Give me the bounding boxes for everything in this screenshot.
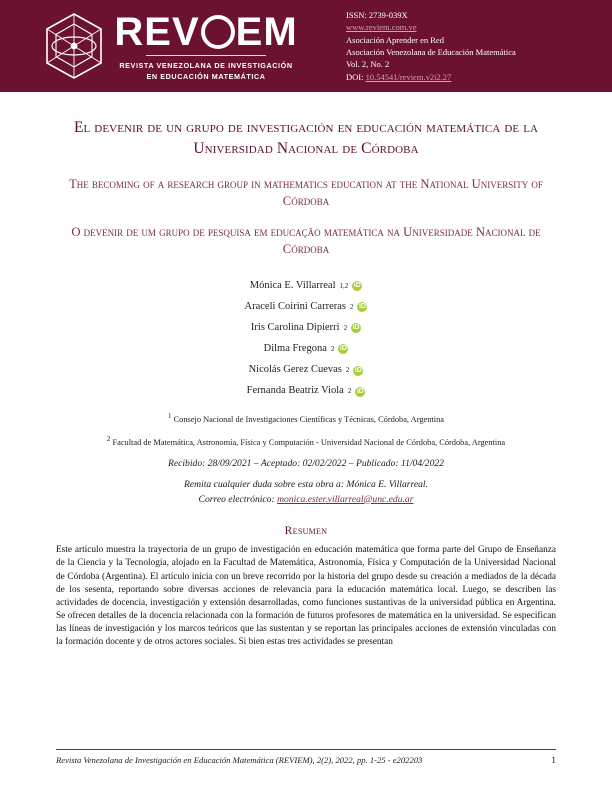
corresponding-email-link[interactable]: monica.ester.villarreal@unc.edu.ar [277, 493, 414, 505]
author-affiliation-mark: 2 [347, 387, 352, 396]
author-affiliation-mark: 2 [349, 303, 354, 312]
logo-ring-icon [201, 15, 235, 49]
orcid-icon[interactable] [353, 366, 363, 376]
doi-label: DOI: [346, 71, 366, 82]
page-footer [56, 749, 556, 766]
author-affiliation-mark: 2 [330, 345, 335, 354]
page-number: 1 [551, 756, 556, 766]
author-affiliation-mark: 1,2 [339, 281, 349, 290]
logo-wordmark: R E V E M [114, 9, 298, 54]
footer-citation [56, 755, 422, 765]
author-entry [56, 364, 556, 377]
contact-line: Remita cualquier duda sobre esta obra a: Mónica E. Villarreal. [184, 479, 428, 491]
footer-divider [56, 749, 556, 750]
hexagon-logo-icon [42, 11, 106, 81]
orcid-icon[interactable] [357, 302, 367, 312]
article-title-english: The becoming of a research group in mathematics education at the National University of Córdoba [69, 176, 543, 208]
author-entry [56, 322, 556, 335]
author-name: Mónica E. Villarreal [249, 279, 336, 291]
author-name: Iris Carolina Dipierri [250, 322, 340, 334]
author-affiliation-mark: 2 [343, 324, 348, 333]
affiliation-mark: 1 [167, 411, 172, 420]
author-name: Araceli Coirini Carreras [244, 300, 346, 312]
logo-subtitle-line2: EN EDUCACIÓN MATEMÁTICA [146, 71, 266, 81]
footer-citation-prefix: Revista Venezolana de Investigación en Educación Matemática (REVIEM), 2 [56, 755, 322, 765]
article-title-spanish: El devenir de un grupo de investigación en educación matemática de la Universidad Nacional de Córdoba [73, 119, 539, 157]
orcid-icon[interactable] [351, 323, 361, 333]
abstract-text: Este artículo muestra la trayectoria de un grupo de investigación en educación matemática que forma parte del Grupo de Enseñanza de la Ciencia y la Tecnología, alojado en la Facultad de Matemática, Astronomía, Física y Computación de la Universidad Nacional de Córdoba (Argentina). El artículo inicia con un breve recorrido por la historia del grupo desde su creación a mediados de la década de los sesenta, reportando sobre diversas acciones de relevancia para la educación matemática local. Luego, se describen las actividades de docencia, investigación y extensión desarrolladas, como funciones sustantivas de la universidad pública en Argentina. Se ofrecen detalles de la docencia relacionada con la formación de futuros profesores de matemática en la universidad. Se especifican las líneas de investigación y los marcos teóricos que las sustentan y se reportan las principales acciones de extensión vinculadas con la formación docente y de otros actores sociales. Si bien estas tres actividades se presentan [56, 545, 556, 648]
affiliation-entry [56, 435, 556, 449]
logo-divider [146, 55, 266, 56]
publication-dates: Recibido: 28/09/2021 – Aceptado: 02/02/2022 – Publicado: 11/04/2022 [168, 458, 444, 470]
email-label: Correo electrónico: [198, 493, 278, 505]
affiliation-list [56, 412, 556, 448]
logo-subtitle-line1: REVISTA VENEZOLANA DE INVESTIGACIÓN [119, 60, 293, 70]
affiliation-entry [56, 412, 556, 426]
footer-citation-suffix: (2), 2022, pp. 1-25 - e202203 [321, 755, 423, 765]
affiliation-mark: 2 [106, 434, 111, 443]
author-entry [56, 301, 556, 314]
author-affiliation-mark: 2 [345, 366, 350, 375]
affiliation-text: Consejo Nacional de Investigaciones Científicas y Técnicas, Córdoba, Argentina [171, 414, 444, 424]
corresponding-author-note [56, 478, 556, 507]
journal-name-text: Asociación Venezolana de Educación Matemática [346, 47, 516, 57]
author-name: Nicolás Gerez Cuevas [248, 364, 342, 376]
author-entry [56, 343, 556, 356]
journal-website-link[interactable]: www.reviem.com.ve [346, 22, 417, 33]
issn-text: ISSN: 2739-039X [346, 10, 408, 21]
article-title-portuguese: O devenir de um grupo de pesquisa em educação matemática na Universidade Nacional de Córdoba [71, 224, 541, 256]
orcid-icon[interactable] [338, 344, 348, 354]
author-entry [56, 385, 556, 398]
abstract-heading: Resumen [284, 525, 328, 538]
orcid-icon[interactable] [355, 387, 365, 397]
journal-metadata [340, 9, 516, 83]
author-name: Fernanda Beatriz Viola [246, 385, 344, 397]
author-name: Dilma Fregona [263, 343, 327, 355]
association-text: Asociación Aprender en Red [346, 34, 444, 45]
author-list [56, 280, 556, 398]
orcid-icon[interactable] [352, 281, 362, 291]
article-front-matter [0, 92, 612, 650]
journal-logo [0, 0, 340, 92]
doi-link[interactable]: 10.54541/reviem.v2i2.27 [365, 71, 452, 82]
volume-text: Vol. 2, No. 2 [346, 59, 390, 70]
affiliation-text: Facultad de Matemática, Astronomía, Física y Computación - Universidad Nacional de Córdoba, Córdoba, Argentina [110, 437, 506, 447]
journal-header-band [0, 0, 612, 92]
author-entry [56, 280, 556, 293]
